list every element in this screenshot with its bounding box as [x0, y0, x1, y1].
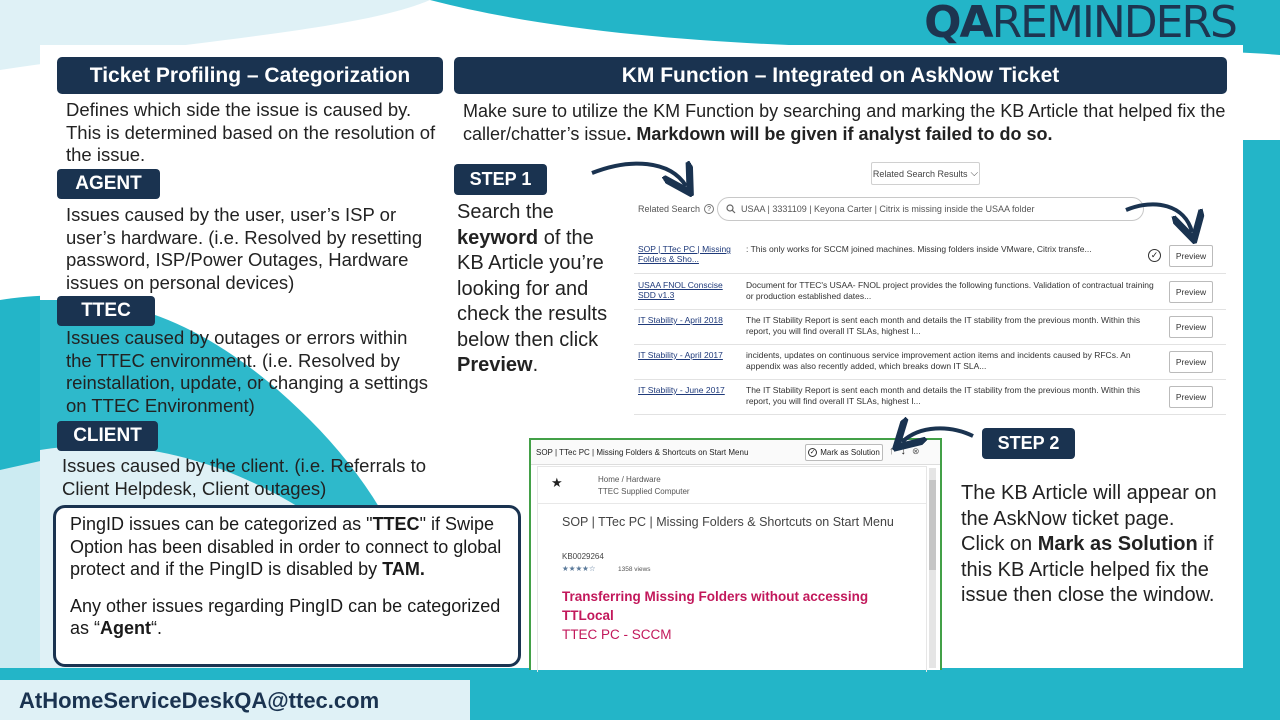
- ticket-profiling-header: Ticket Profiling – Categorization: [57, 57, 443, 94]
- page-title: [924, 0, 1236, 46]
- pingid-note-p2: [70, 595, 504, 640]
- step2-t3: if this KB Article helped fix the issue then close the window.: [961, 533, 1215, 606]
- client-tag: CLIENT: [57, 421, 158, 451]
- result-row: [634, 346, 1226, 380]
- note-text: Any other issues regarding PingID can be categorized as “: [70, 595, 501, 638]
- dropdown-label: Related Search Results: [872, 168, 968, 179]
- breadcrumb-separator: /: [621, 475, 624, 484]
- pingid-note: [53, 505, 521, 667]
- km-function-header: KM Function – Integrated on AskNow Ticket: [454, 57, 1227, 94]
- client-text: Issues caused by the client. (i.e. Referrals to Client Helpdesk, Client outages): [62, 455, 427, 499]
- step1-bold-keyword: keyword: [457, 226, 539, 249]
- star-icon[interactable]: ★: [551, 475, 563, 490]
- note-text: “.: [151, 618, 163, 638]
- preview-button[interactable]: Preview: [1169, 316, 1213, 338]
- result-description: The IT Stability Report is sent each month and details the IT stability from the previous month. Within this report, you will find overall IT SLAs, highest I...: [746, 315, 1141, 336]
- result-title-link[interactable]: IT Stability - June 2017: [638, 385, 725, 395]
- kb-article-body: [537, 466, 927, 672]
- breadcrumb-text: [598, 474, 690, 498]
- definition-text: Defines which side the issue is caused by. This is determined based on the resolution of the issue.: [66, 99, 436, 165]
- kb-number: KB0029264: [562, 552, 604, 561]
- step2-bold-mark: Mark as Solution: [1037, 533, 1198, 555]
- check-circle-icon: ✓: [809, 449, 816, 456]
- step1-bold-preview: Preview: [457, 354, 533, 376]
- result-title-link[interactable]: IT Stability - April 2017: [638, 350, 723, 360]
- note-text: PingID issues can be categorized as ": [70, 514, 373, 534]
- ttec-text: Issues caused by outages or errors within the TTEC environment. (i.e. Resolved by reinstallation, update, or changing a settings on TTEC Environment): [66, 327, 429, 416]
- km-intro: [463, 100, 1243, 145]
- step2-text: [961, 481, 1221, 609]
- step2-t2: Click on: [961, 533, 1038, 555]
- result-row: [634, 240, 1226, 274]
- search-icon: [726, 204, 736, 214]
- step1-t2: of the KB Article you’re looking for and check the results below then click: [457, 226, 608, 351]
- step1-text: [457, 200, 623, 379]
- arrow-down-icon[interactable]: ↓: [900, 445, 912, 457]
- rating-stars: ★★★★☆: [562, 564, 596, 573]
- kb-window-title: SOP | TTec PC | Missing Folders & Shortcuts on Start Menu: [536, 448, 749, 457]
- preview-button[interactable]: Preview: [1169, 386, 1213, 408]
- result-title-link[interactable]: SOP | TTec PC | Missing Folders & Sho...: [638, 244, 731, 264]
- related-search-dropdown[interactable]: [871, 162, 980, 185]
- ttec-tag: TTEC: [57, 296, 155, 326]
- scrollbar-thumb[interactable]: [929, 480, 936, 570]
- question-icon[interactable]: ?: [704, 204, 714, 214]
- result-description: The IT Stability Report is sent each month and details the IT stability from the previous month. Within this report, you will find overall IT SLAs, highest I...: [746, 385, 1141, 406]
- kb-heading-2: TTEC PC - SCCM: [562, 627, 672, 642]
- step1-tag: STEP 1: [454, 164, 547, 195]
- breadcrumb-home[interactable]: Home: [598, 475, 620, 484]
- window-controls: [889, 445, 926, 457]
- step1-t1: Search the: [457, 201, 554, 223]
- kb-heading-1: Transferring Missing Folders without accessing TTLocal: [562, 589, 869, 623]
- result-title-link[interactable]: IT Stability - April 2018: [638, 315, 723, 325]
- agent-text: Issues caused by the user, user’s ISP or user’s hardware. (i.e. Resolved by resetting password, ISP/Power Outages, Hardware issues on personal devices): [66, 204, 423, 293]
- search-query: USAA | 3331109 | Keyona Carter | Citrix is missing inside the USAA folder: [741, 204, 1035, 214]
- note-bold-tam: TAM.: [382, 559, 425, 579]
- kb-window-titlebar: [531, 440, 940, 465]
- result-row: [634, 381, 1226, 415]
- related-search-label: [638, 204, 714, 214]
- breadcrumb: [538, 467, 926, 504]
- view-count: 1358 views: [618, 566, 651, 573]
- step2-t1: The KB Article will appear on the AskNow ticket page.: [961, 482, 1217, 530]
- result-description: : This only works for SCCM joined machines. Missing folders inside VMware, Citrix transfe...: [746, 244, 1092, 254]
- result-row: [634, 311, 1226, 345]
- kb-article-window: [529, 438, 942, 670]
- related-search-panel: [634, 154, 1226, 416]
- result-description: incidents, updates on continuous service improvement action items and incidents caused by RFCs. An appendix was also recently added, which breaks down IT SLA...: [746, 350, 1131, 371]
- breadcrumb-hardware[interactable]: Hardware: [626, 475, 661, 484]
- preview-button[interactable]: Preview: [1169, 245, 1213, 267]
- result-description: Document for TTEC's USAA- FNOL project provides the following functions. Validation of contractual training or production established dates...: [746, 280, 1154, 301]
- related-search-text: Related Search: [638, 204, 701, 214]
- km-intro-bold: . Markdown will be given if analyst failed to do so.: [626, 123, 1053, 144]
- result-title-link[interactable]: USAA FNOL Conscise SDD v1.3: [638, 280, 723, 300]
- km-intro-text: Make sure to utilize the KM Function by searching and marking the KB Article that helped fix the caller/chatter’s issue: [463, 101, 1226, 144]
- footer-email: AtHomeServiceDeskQA@ttec.com: [19, 688, 380, 713]
- agent-tag: AGENT: [57, 169, 160, 199]
- title-accent: QA: [924, 0, 992, 48]
- title-rest: REMINDERS: [991, 0, 1236, 48]
- kb-article-title: SOP | TTec PC | Missing Folders & Shortcuts on Start Menu: [562, 515, 894, 529]
- note-bold-ttec: TTEC: [372, 514, 420, 534]
- mark-as-solution-label: Mark as Solution: [820, 448, 880, 457]
- mark-as-solution-button[interactable]: [805, 444, 883, 461]
- search-input[interactable]: [717, 197, 1144, 221]
- step1-t3: .: [532, 354, 539, 376]
- result-row: [634, 276, 1226, 310]
- close-icon[interactable]: ⊗: [912, 446, 926, 456]
- preview-button[interactable]: Preview: [1169, 281, 1213, 303]
- preview-button[interactable]: Preview: [1169, 351, 1213, 373]
- pingid-note-p1: [70, 513, 504, 581]
- chevron-down-icon: ⌵: [970, 168, 979, 179]
- note-text: " if Swipe Option has been disabled in order to connect to global protect and if the PingID is disabled by: [70, 514, 502, 579]
- arrow-up-icon[interactable]: ↑: [889, 445, 901, 457]
- note-bold-agent: Agent: [100, 618, 152, 638]
- step2-tag: STEP 2: [982, 428, 1075, 459]
- breadcrumb-sub[interactable]: TTEC Supplied Computer: [598, 487, 690, 496]
- check-circle-icon: ✓: [1148, 249, 1161, 262]
